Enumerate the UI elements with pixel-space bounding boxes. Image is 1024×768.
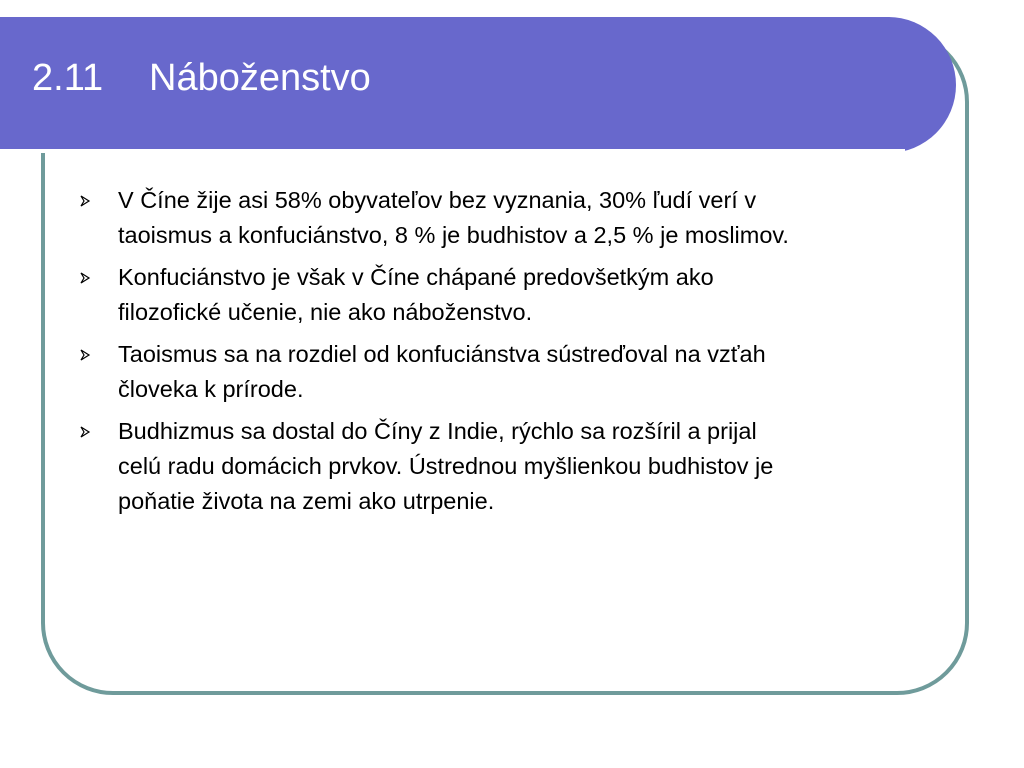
bullet-line: Taoismus sa na rozdiel od konfuciánstva sústreďoval na vzťah [118,341,766,367]
bullet-item [80,260,950,330]
arrowhead-bullet-icon [80,414,94,449]
slide-title-text: Náboženstvo [149,57,371,99]
bullet-line: filozofické učenie, nie ako náboženstvo. [118,299,533,325]
slide-title-number: 2.11 [32,57,104,99]
bullet-line: V Číne žije asi 58% obyvateľov bez vyznania, 30% ľudí verí v [118,187,757,213]
bullet-line: človeka k prírode. [118,376,304,402]
bullet-list [80,183,950,526]
bullet-line: celú radu domácich prvkov. Ústrednou myšlienkou budhistov je [118,453,774,479]
bullet-line: poňatie života na zemi ako utrpenie. [118,488,495,514]
bullet-item [80,414,950,519]
bullet-item [80,183,950,253]
bullet-item [80,337,950,407]
bullet-line: taoismus a konfuciánstvo, 8 % je budhistov a 2,5 % je moslimov. [118,222,789,248]
arrowhead-bullet-icon [80,260,94,295]
title-underline [0,149,905,153]
bullet-line: Budhizmus sa dostal do Číny z Indie, rýchlo sa rozšíril a prijal [118,418,757,444]
arrowhead-bullet-icon [80,337,94,372]
slide-title [32,56,371,100]
bullet-line: Konfuciánstvo je však v Číne chápané predovšetkým ako [118,264,714,290]
arrowhead-bullet-icon [80,183,94,218]
